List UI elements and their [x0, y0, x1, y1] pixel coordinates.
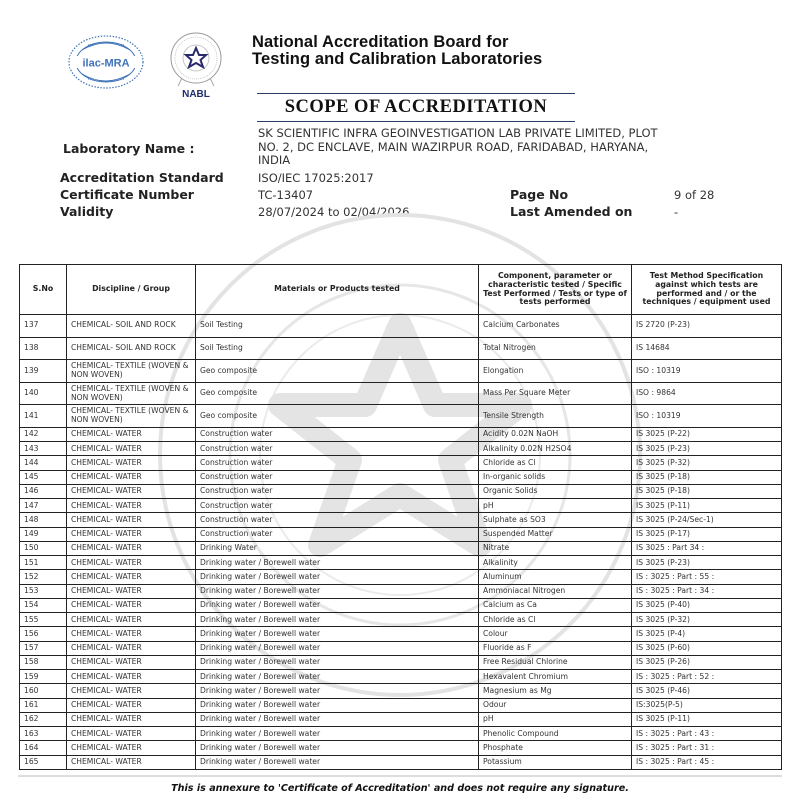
cell-material: Geo composite — [196, 405, 479, 428]
cell-material: Construction water — [196, 442, 479, 456]
cell-sno: 150 — [20, 541, 67, 555]
cell-discipline: CHEMICAL- WATER — [67, 741, 196, 755]
table-row — [20, 442, 782, 456]
cell-material: Drinking water / Borewell water — [196, 627, 479, 641]
cell-component: Calcium as Ca — [479, 598, 632, 612]
cell-material: Geo composite — [196, 382, 479, 405]
cell-sno: 164 — [20, 741, 67, 755]
cell-discipline: CHEMICAL- WATER — [67, 556, 196, 570]
cell-method: IS 3025 (P-32) — [632, 456, 782, 470]
table-row — [20, 727, 782, 741]
cell-sno: 165 — [20, 755, 67, 769]
cell-component: pH — [479, 712, 632, 726]
table-row — [20, 484, 782, 498]
cell-discipline: CHEMICAL- WATER — [67, 655, 196, 669]
footer-divider — [18, 775, 782, 777]
svg-text:ilac-MRA: ilac-MRA — [82, 57, 130, 70]
cell-discipline: CHEMICAL- TEXTILE (WOVEN & NON WOVEN) — [67, 360, 196, 383]
cell-material: Drinking water / Borewell water — [196, 712, 479, 726]
cell-discipline: CHEMICAL- WATER — [67, 598, 196, 612]
table-row — [20, 613, 782, 627]
table-row — [20, 670, 782, 684]
cell-discipline: CHEMICAL- WATER — [67, 584, 196, 598]
cell-component: Chloride as Cl — [479, 613, 632, 627]
cell-sno: 143 — [20, 442, 67, 456]
cell-component: Free Residual Chlorine — [479, 655, 632, 669]
cell-method: IS : 3025 : Part : 52 : — [632, 670, 782, 684]
table-row — [20, 470, 782, 484]
cell-method: IS 3025 (P-26) — [632, 655, 782, 669]
cell-sno: 160 — [20, 684, 67, 698]
cell-component: Ammoniacal Nitrogen — [479, 584, 632, 598]
document-title-banner — [257, 93, 575, 122]
cell-sno: 142 — [20, 427, 67, 441]
table-row — [20, 684, 782, 698]
cell-material: Construction water — [196, 470, 479, 484]
table-row — [20, 570, 782, 584]
cell-material: Drinking water / Borewell water — [196, 584, 479, 598]
cell-material: Drinking water / Borewell water — [196, 670, 479, 684]
cell-method: IS 3025 (P-22) — [632, 427, 782, 441]
table-row — [20, 712, 782, 726]
cell-discipline: CHEMICAL- SOIL AND ROCK — [67, 337, 196, 360]
validity-value: 28/07/2024 to 02/04/2026 — [258, 205, 410, 219]
cell-method: IS 3025 (P-11) — [632, 499, 782, 513]
accreditation-standard-value: ISO/IEC 17025:2017 — [258, 171, 374, 185]
cell-material: Drinking water / Borewell water — [196, 641, 479, 655]
cell-discipline: CHEMICAL- WATER — [67, 727, 196, 741]
cell-discipline: CHEMICAL- WATER — [67, 470, 196, 484]
cell-discipline: CHEMICAL- WATER — [67, 456, 196, 470]
cell-material: Construction water — [196, 456, 479, 470]
cell-component: Hexavalent Chromium — [479, 670, 632, 684]
cell-material: Drinking water / Borewell water — [196, 755, 479, 769]
cell-method: IS 3025 (P-24/Sec-1) — [632, 513, 782, 527]
cell-sno: 141 — [20, 405, 67, 428]
cell-component: Magnesium as Mg — [479, 684, 632, 698]
cell-material: Drinking water / Borewell water — [196, 570, 479, 584]
table-row — [20, 598, 782, 612]
cell-method: IS 3025 (P-23) — [632, 442, 782, 456]
cell-method: IS 3025 (P-11) — [632, 712, 782, 726]
cell-sno: 161 — [20, 698, 67, 712]
cell-sno: 159 — [20, 670, 67, 684]
certificate-number-value: TC-13407 — [258, 188, 314, 202]
ilac-mra-logo — [66, 32, 146, 92]
cell-discipline: CHEMICAL- WATER — [67, 627, 196, 641]
cell-material: Construction water — [196, 499, 479, 513]
cell-sno: 152 — [20, 570, 67, 584]
cell-component: pH — [479, 499, 632, 513]
cell-method: IS 3025 (P-18) — [632, 484, 782, 498]
certificate-number-label: Certificate Number — [60, 187, 194, 202]
last-amended-value: - — [674, 205, 679, 219]
cell-component: Tensile Strength — [479, 405, 632, 428]
page-number-label: Page No — [510, 187, 569, 202]
cell-component: Phosphate — [479, 741, 632, 755]
cell-material: Soil Testing — [196, 337, 479, 360]
cell-method: IS 3025 (P-32) — [632, 613, 782, 627]
cell-sno: 148 — [20, 513, 67, 527]
cell-discipline: CHEMICAL- TEXTILE (WOVEN & NON WOVEN) — [67, 405, 196, 428]
cell-method: IS 3025 (P-18) — [632, 470, 782, 484]
table-row — [20, 755, 782, 769]
cell-method: IS 3025 (P-17) — [632, 527, 782, 541]
cell-discipline: CHEMICAL- WATER — [67, 570, 196, 584]
nabl-logo — [160, 30, 232, 102]
column-header-discipline: Discipline / Group — [67, 265, 196, 315]
scope-table — [19, 264, 782, 770]
cell-component: Mass Per Square Meter — [479, 382, 632, 405]
cell-discipline: CHEMICAL- TEXTILE (WOVEN & NON WOVEN) — [67, 382, 196, 405]
table-row — [20, 741, 782, 755]
cell-sno: 163 — [20, 727, 67, 741]
cell-method: IS : 3025 : Part : 31 : — [632, 741, 782, 755]
column-header-test-method: Test Method Specification against which tests are performed and / or the techniques / equipment used — [632, 265, 782, 315]
cell-discipline: CHEMICAL- WATER — [67, 684, 196, 698]
column-header-sno: S.No — [20, 265, 67, 315]
table-row — [20, 427, 782, 441]
cell-method: ISO : 10319 — [632, 360, 782, 383]
lab-name-line2: NO. 2, DC ENCLAVE, MAIN WAZIRPUR ROAD, FARIDABAD, HARYANA, — [258, 139, 649, 154]
cell-sno: 155 — [20, 613, 67, 627]
table-row — [20, 360, 782, 383]
cell-component: Phenolic Compound — [479, 727, 632, 741]
cell-method: IS:3025(P-5) — [632, 698, 782, 712]
cell-material: Construction water — [196, 427, 479, 441]
lab-name-line1: SK SCIENTIFIC INFRA GEOINVESTIGATION LAB PRIVATE LIMITED, PLOT — [258, 126, 658, 140]
cell-material: Drinking Water — [196, 541, 479, 555]
cell-sno: 154 — [20, 598, 67, 612]
table-row — [20, 405, 782, 428]
cell-component: Colour — [479, 627, 632, 641]
table-row — [20, 382, 782, 405]
cell-discipline: CHEMICAL- WATER — [67, 712, 196, 726]
cell-component: Organic Solids — [479, 484, 632, 498]
cell-discipline: CHEMICAL- SOIL AND ROCK — [67, 315, 196, 338]
table-row — [20, 513, 782, 527]
cell-material: Construction water — [196, 513, 479, 527]
table-row — [20, 315, 782, 338]
cell-component: Total Nitrogen — [479, 337, 632, 360]
cell-sno: 147 — [20, 499, 67, 513]
cell-material: Drinking water / Borewell water — [196, 613, 479, 627]
cell-sno: 139 — [20, 360, 67, 383]
cell-discipline: CHEMICAL- WATER — [67, 442, 196, 456]
column-header-component: Component, parameter or characteristic tested / Specific Test Performed / Tests or type of tests performed — [479, 265, 632, 315]
cell-method: IS 14684 — [632, 337, 782, 360]
cell-component: Suspended Matter — [479, 527, 632, 541]
cell-discipline: CHEMICAL- WATER — [67, 755, 196, 769]
cell-component: Elongation — [479, 360, 632, 383]
cell-sno: 158 — [20, 655, 67, 669]
cell-sno: 162 — [20, 712, 67, 726]
footer-note: This is annexure to 'Certificate of Accreditation' and does not require any signature. — [171, 783, 629, 794]
cell-material: Drinking water / Borewell water — [196, 655, 479, 669]
cell-component: Sulphate as SO3 — [479, 513, 632, 527]
cell-component: Aluminum — [479, 570, 632, 584]
page-number-value: 9 of 28 — [674, 188, 715, 202]
validity-label: Validity — [60, 204, 114, 219]
cell-method: IS 3025 : Part 34 : — [632, 541, 782, 555]
cell-sno: 149 — [20, 527, 67, 541]
lab-name-value — [258, 127, 658, 168]
cell-material: Construction water — [196, 527, 479, 541]
document-title: SCOPE OF ACCREDITATION — [284, 97, 548, 117]
cell-material: Drinking water / Borewell water — [196, 556, 479, 570]
cell-method: IS : 3025 : Part : 45 : — [632, 755, 782, 769]
lab-name-label: Laboratory Name : — [63, 141, 195, 156]
table-row — [20, 541, 782, 555]
cell-method: IS : 3025 : Part : 43 : — [632, 727, 782, 741]
cell-component: Alkalinity 0.02N H2SO4 — [479, 442, 632, 456]
cell-sno: 153 — [20, 584, 67, 598]
cell-material: Soil Testing — [196, 315, 479, 338]
table-header-row — [20, 265, 782, 315]
last-amended-label: Last Amended on — [510, 204, 633, 219]
cell-component: Acidity 0.02N NaOH — [479, 427, 632, 441]
cell-component: Calcium Carbonates — [479, 315, 632, 338]
cell-material: Drinking water / Borewell water — [196, 598, 479, 612]
cell-component: Potassium — [479, 755, 632, 769]
table-row — [20, 627, 782, 641]
cell-component: Fluoride as F — [479, 641, 632, 655]
cell-material: Drinking water / Borewell water — [196, 698, 479, 712]
organization-title — [252, 34, 542, 68]
organization-title-line2: Testing and Calibration Laboratories — [252, 50, 543, 68]
cell-method: IS 3025 (P-46) — [632, 684, 782, 698]
cell-discipline: CHEMICAL- WATER — [67, 484, 196, 498]
cell-discipline: CHEMICAL- WATER — [67, 670, 196, 684]
cell-discipline: CHEMICAL- WATER — [67, 513, 196, 527]
cell-material: Drinking water / Borewell water — [196, 727, 479, 741]
accreditation-standard-label: Accreditation Standard — [60, 170, 224, 185]
table-row — [20, 556, 782, 570]
cell-sno: 140 — [20, 382, 67, 405]
cell-component: Alkalinity — [479, 556, 632, 570]
table-row — [20, 337, 782, 360]
cell-method: IS : 3025 : Part : 55 : — [632, 570, 782, 584]
table-row — [20, 655, 782, 669]
table-row — [20, 456, 782, 470]
cell-discipline: CHEMICAL- WATER — [67, 698, 196, 712]
cell-discipline: CHEMICAL- WATER — [67, 541, 196, 555]
cell-component: Nitrate — [479, 541, 632, 555]
cell-sno: 146 — [20, 484, 67, 498]
cell-sno: 144 — [20, 456, 67, 470]
cell-method: ISO : 10319 — [632, 405, 782, 428]
table-row — [20, 499, 782, 513]
cell-component: Odour — [479, 698, 632, 712]
cell-method: IS 3025 (P-40) — [632, 598, 782, 612]
table-row — [20, 641, 782, 655]
cell-material: Geo composite — [196, 360, 479, 383]
cell-sno: 137 — [20, 315, 67, 338]
cell-method: IS 3025 (P-4) — [632, 627, 782, 641]
cell-method: IS 2720 (P-23) — [632, 315, 782, 338]
cell-material: Drinking water / Borewell water — [196, 684, 479, 698]
table-row — [20, 698, 782, 712]
cell-component: In-organic solids — [479, 470, 632, 484]
cell-sno: 151 — [20, 556, 67, 570]
cell-material: Construction water — [196, 484, 479, 498]
svg-text:NABL: NABL — [182, 89, 210, 100]
table-row — [20, 584, 782, 598]
cell-sno: 138 — [20, 337, 67, 360]
organization-title-line1: National Accreditation Board for — [252, 33, 509, 51]
cell-discipline: CHEMICAL- WATER — [67, 527, 196, 541]
cell-discipline: CHEMICAL- WATER — [67, 613, 196, 627]
cell-discipline: CHEMICAL- WATER — [67, 499, 196, 513]
cell-sno: 145 — [20, 470, 67, 484]
cell-method: ISO : 9864 — [632, 382, 782, 405]
cell-method: IS 3025 (P-23) — [632, 556, 782, 570]
cell-material: Drinking water / Borewell water — [196, 741, 479, 755]
table-row — [20, 527, 782, 541]
cell-method: IS 3025 (P-60) — [632, 641, 782, 655]
cell-component: Chloride as Cl — [479, 456, 632, 470]
lab-name-line3: INDIA — [258, 153, 291, 167]
cell-discipline: CHEMICAL- WATER — [67, 427, 196, 441]
cell-sno: 156 — [20, 627, 67, 641]
cell-sno: 157 — [20, 641, 67, 655]
cell-discipline: CHEMICAL- WATER — [67, 641, 196, 655]
cell-method: IS : 3025 : Part : 34 : — [632, 584, 782, 598]
column-header-materials: Materials or Products tested — [196, 265, 479, 315]
